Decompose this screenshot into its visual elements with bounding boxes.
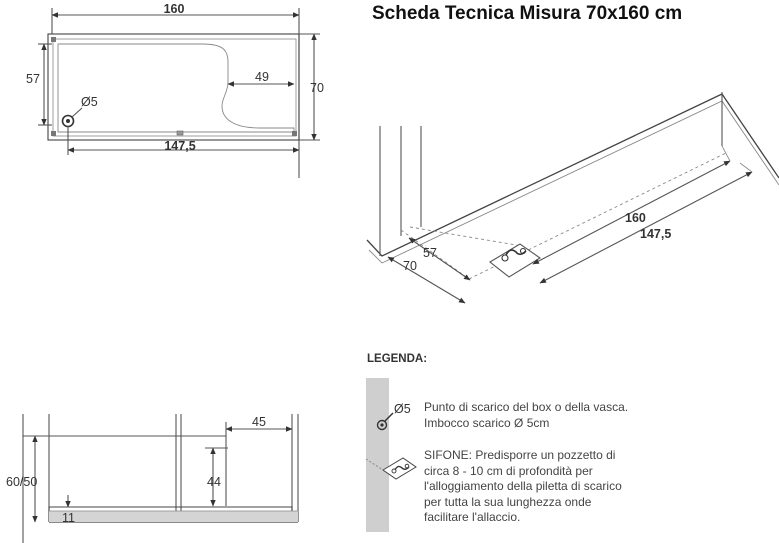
plan-label-160: 160 bbox=[163, 2, 185, 16]
plan-label-147: 147,5 bbox=[164, 139, 196, 153]
plan-basin bbox=[58, 44, 294, 132]
iso-label-57: 57 bbox=[423, 246, 437, 260]
iso-wall-contour bbox=[367, 94, 779, 256]
section-label-44: 44 bbox=[207, 475, 221, 489]
section-label-45: 45 bbox=[252, 415, 266, 429]
legend-title: LEGENDA: bbox=[367, 353, 428, 365]
legend-bar bbox=[366, 378, 389, 532]
iso-label-70: 70 bbox=[403, 259, 417, 273]
page-title: Scheda Tecnica Misura 70x160 cm bbox=[372, 3, 683, 24]
iso-tray-dashed bbox=[401, 152, 728, 279]
iso-dim-57-line bbox=[409, 238, 470, 280]
iso-label-147: 147,5 bbox=[640, 227, 672, 241]
iso-dim-70-line bbox=[388, 257, 465, 303]
legend-drain-label: Ø5 bbox=[394, 402, 411, 416]
plan-label-70: 70 bbox=[310, 81, 324, 95]
plan-tray-outline bbox=[48, 34, 299, 140]
legend-siphon-text: SIFONE: Predisporre un pozzetto di circa 8 - 10 cm di profondità per l'alloggiamento della piletta di scarico per tutta la sua lunghezza onde facilitare l'allaccio. bbox=[424, 448, 622, 524]
plan-label-57: 57 bbox=[26, 72, 40, 86]
section-label-6050: 60/50 bbox=[6, 475, 38, 489]
iso-view bbox=[367, 92, 779, 303]
iso-drain-plate bbox=[490, 244, 540, 277]
section-label-11: 11 bbox=[62, 511, 75, 525]
plan-label-49: 49 bbox=[255, 70, 269, 84]
legend-drain-text: Punto di scarico del box o della vasca. Imbocco scarico Ø 5cm bbox=[424, 400, 629, 430]
plan-label-drain: Ø5 bbox=[81, 95, 98, 109]
iso-label-160: 160 bbox=[625, 211, 646, 225]
